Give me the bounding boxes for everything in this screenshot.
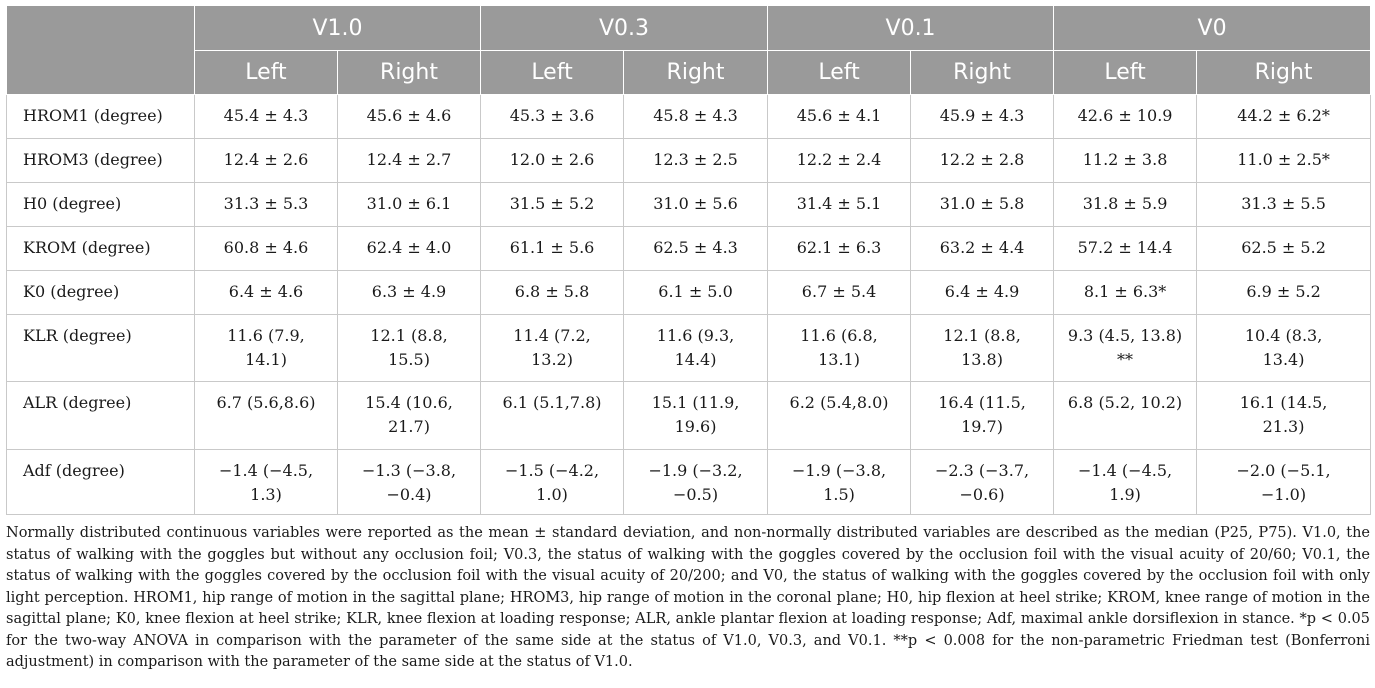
value-cell: 12.2 ± 2.4 <box>768 139 911 183</box>
side-header-right: Right <box>911 51 1054 95</box>
value-cell: 6.1 ± 5.0 <box>624 271 768 315</box>
value-cell: 12.4 ± 2.6 <box>195 139 338 183</box>
group-header-v0-1: V0.1 <box>768 6 1054 51</box>
value-cell: 31.3 ± 5.3 <box>195 183 338 227</box>
value-cell: 45.9 ± 4.3 <box>911 95 1054 139</box>
row-label: K0 (degree) <box>7 271 195 315</box>
side-header-left: Left <box>1054 51 1197 95</box>
value-cell: 42.6 ± 10.9 <box>1054 95 1197 139</box>
value-cell: 6.8 (5.2, 10.2) <box>1054 382 1197 450</box>
table-row <box>7 183 1371 227</box>
value-cell: 63.2 ± 4.4 <box>911 227 1054 271</box>
value-cell: 62.5 ± 5.2 <box>1197 227 1371 271</box>
value-cell: −1.5 (−4.2, 1.0) <box>481 450 624 515</box>
table-row <box>7 139 1371 183</box>
value-cell: 60.8 ± 4.6 <box>195 227 338 271</box>
value-cell: 16.1 (14.5, 21.3) <box>1197 382 1371 450</box>
value-cell: 6.8 ± 5.8 <box>481 271 624 315</box>
value-cell: 61.1 ± 5.6 <box>481 227 624 271</box>
value-cell: 6.4 ± 4.6 <box>195 271 338 315</box>
corner-header-cell <box>7 6 195 95</box>
value-cell: 45.8 ± 4.3 <box>624 95 768 139</box>
row-label: H0 (degree) <box>7 183 195 227</box>
value-cell: 15.4 (10.6, 21.7) <box>338 382 481 450</box>
value-cell: 62.1 ± 6.3 <box>768 227 911 271</box>
value-cell: 31.5 ± 5.2 <box>481 183 624 227</box>
value-cell: 31.0 ± 5.8 <box>911 183 1054 227</box>
row-label: KLR (degree) <box>7 315 195 382</box>
group-header-v0: V0 <box>1054 6 1371 51</box>
value-cell: 11.4 (7.2, 13.2) <box>481 315 624 382</box>
results-table <box>6 5 1371 515</box>
value-cell: −1.4 (−4.5, 1.3) <box>195 450 338 515</box>
value-cell: 45.3 ± 3.6 <box>481 95 624 139</box>
value-cell: 31.4 ± 5.1 <box>768 183 911 227</box>
table-row <box>7 450 1371 515</box>
value-cell: −1.4 (−4.5, 1.9) <box>1054 450 1197 515</box>
value-cell: 12.4 ± 2.7 <box>338 139 481 183</box>
value-cell: 12.1 (8.8, 13.8) <box>911 315 1054 382</box>
value-cell: −2.0 (−5.1, −1.0) <box>1197 450 1371 515</box>
table-row <box>7 95 1371 139</box>
side-header-row <box>7 51 1371 95</box>
side-header-right: Right <box>624 51 768 95</box>
value-cell: 44.2 ± 6.2* <box>1197 95 1371 139</box>
value-cell: 11.2 ± 3.8 <box>1054 139 1197 183</box>
value-cell: 10.4 (8.3, 13.4) <box>1197 315 1371 382</box>
value-cell: 31.0 ± 6.1 <box>338 183 481 227</box>
value-cell: 6.7 ± 5.4 <box>768 271 911 315</box>
side-header-left: Left <box>481 51 624 95</box>
value-cell: 15.1 (11.9, 19.6) <box>624 382 768 450</box>
row-label: Adf (degree) <box>7 450 195 515</box>
value-cell: 45.6 ± 4.1 <box>768 95 911 139</box>
row-label: KROM (degree) <box>7 227 195 271</box>
table-body <box>7 95 1371 515</box>
side-header-right: Right <box>1197 51 1371 95</box>
table-row <box>7 227 1371 271</box>
value-cell: 12.1 (8.8, 15.5) <box>338 315 481 382</box>
row-label: HROM1 (degree) <box>7 95 195 139</box>
value-cell: 45.6 ± 4.6 <box>338 95 481 139</box>
value-cell: 12.0 ± 2.6 <box>481 139 624 183</box>
side-header-left: Left <box>195 51 338 95</box>
value-cell: 6.4 ± 4.9 <box>911 271 1054 315</box>
value-cell: 16.4 (11.5, 19.7) <box>911 382 1054 450</box>
value-cell: 31.3 ± 5.5 <box>1197 183 1371 227</box>
value-cell: 6.3 ± 4.9 <box>338 271 481 315</box>
value-cell: 31.8 ± 5.9 <box>1054 183 1197 227</box>
value-cell: 6.7 (5.6,8.6) <box>195 382 338 450</box>
group-header-v0-3: V0.3 <box>481 6 768 51</box>
value-cell: 62.5 ± 4.3 <box>624 227 768 271</box>
value-cell: 6.1 (5.1,7.8) <box>481 382 624 450</box>
value-cell: 45.4 ± 4.3 <box>195 95 338 139</box>
value-cell: −2.3 (−3.7, −0.6) <box>911 450 1054 515</box>
value-cell: 11.6 (6.8, 13.1) <box>768 315 911 382</box>
table-footnote: Normally distributed continuous variables were reported as the mean ± standard deviation, and non-normally distributed variables are described as the median (P25, P75). V1.0, the status of walking with the goggles but without any occlusion foil; V0.3, the status of walking with the goggles covered by the occlusion foil with the visual acuity of 20/60; V0.1, the status of walking with the goggles covered by the occlusion foil with the visual acuity of 20/200; and V0, the status of walking with the goggles covered by the occlusion foil with only light perception. HROM1, hip range of motion in the sagittal plane; HROM3, hip range of motion in the coronal plane; H0, hip flexion at heel strike; KROM, knee range of motion in the sagittal plane; K0, knee flexion at heel strike; KLR, knee flexion at loading response; ALR, ankle plantar flexion at loading response; Adf, maximal ankle dorsiflexion in stance. *p < 0.05 for the two-way ANOVA in comparison with the parameter of the same side at the status of V1.0, V0.3, and V0.1. **p < 0.008 for the non-parametric Friedman test (Bonferroni adjustment) in comparison with the parameter of the same side at the status of V1.0. <box>6 525 1370 670</box>
table-container <box>6 5 1370 674</box>
value-cell: 6.9 ± 5.2 <box>1197 271 1371 315</box>
value-cell: 12.3 ± 2.5 <box>624 139 768 183</box>
value-cell: 57.2 ± 14.4 <box>1054 227 1197 271</box>
value-cell: −1.9 (−3.2, −0.5) <box>624 450 768 515</box>
value-cell: 62.4 ± 4.0 <box>338 227 481 271</box>
value-cell: 9.3 (4.5, 13.8) ** <box>1054 315 1197 382</box>
side-header-left: Left <box>768 51 911 95</box>
value-cell: 6.2 (5.4,8.0) <box>768 382 911 450</box>
table-row <box>7 271 1371 315</box>
group-header-row <box>7 6 1371 51</box>
value-cell: 8.1 ± 6.3* <box>1054 271 1197 315</box>
table-row <box>7 382 1371 450</box>
row-label: HROM3 (degree) <box>7 139 195 183</box>
side-header-right: Right <box>338 51 481 95</box>
value-cell: 31.0 ± 5.6 <box>624 183 768 227</box>
table-row <box>7 315 1371 382</box>
value-cell: 11.6 (9.3, 14.4) <box>624 315 768 382</box>
group-header-v1-0: V1.0 <box>195 6 481 51</box>
row-label: ALR (degree) <box>7 382 195 450</box>
value-cell: −1.9 (−3.8, 1.5) <box>768 450 911 515</box>
value-cell: 11.6 (7.9, 14.1) <box>195 315 338 382</box>
value-cell: 12.2 ± 2.8 <box>911 139 1054 183</box>
value-cell: 11.0 ± 2.5* <box>1197 139 1371 183</box>
table-header <box>7 6 1371 95</box>
value-cell: −1.3 (−3.8, −0.4) <box>338 450 481 515</box>
